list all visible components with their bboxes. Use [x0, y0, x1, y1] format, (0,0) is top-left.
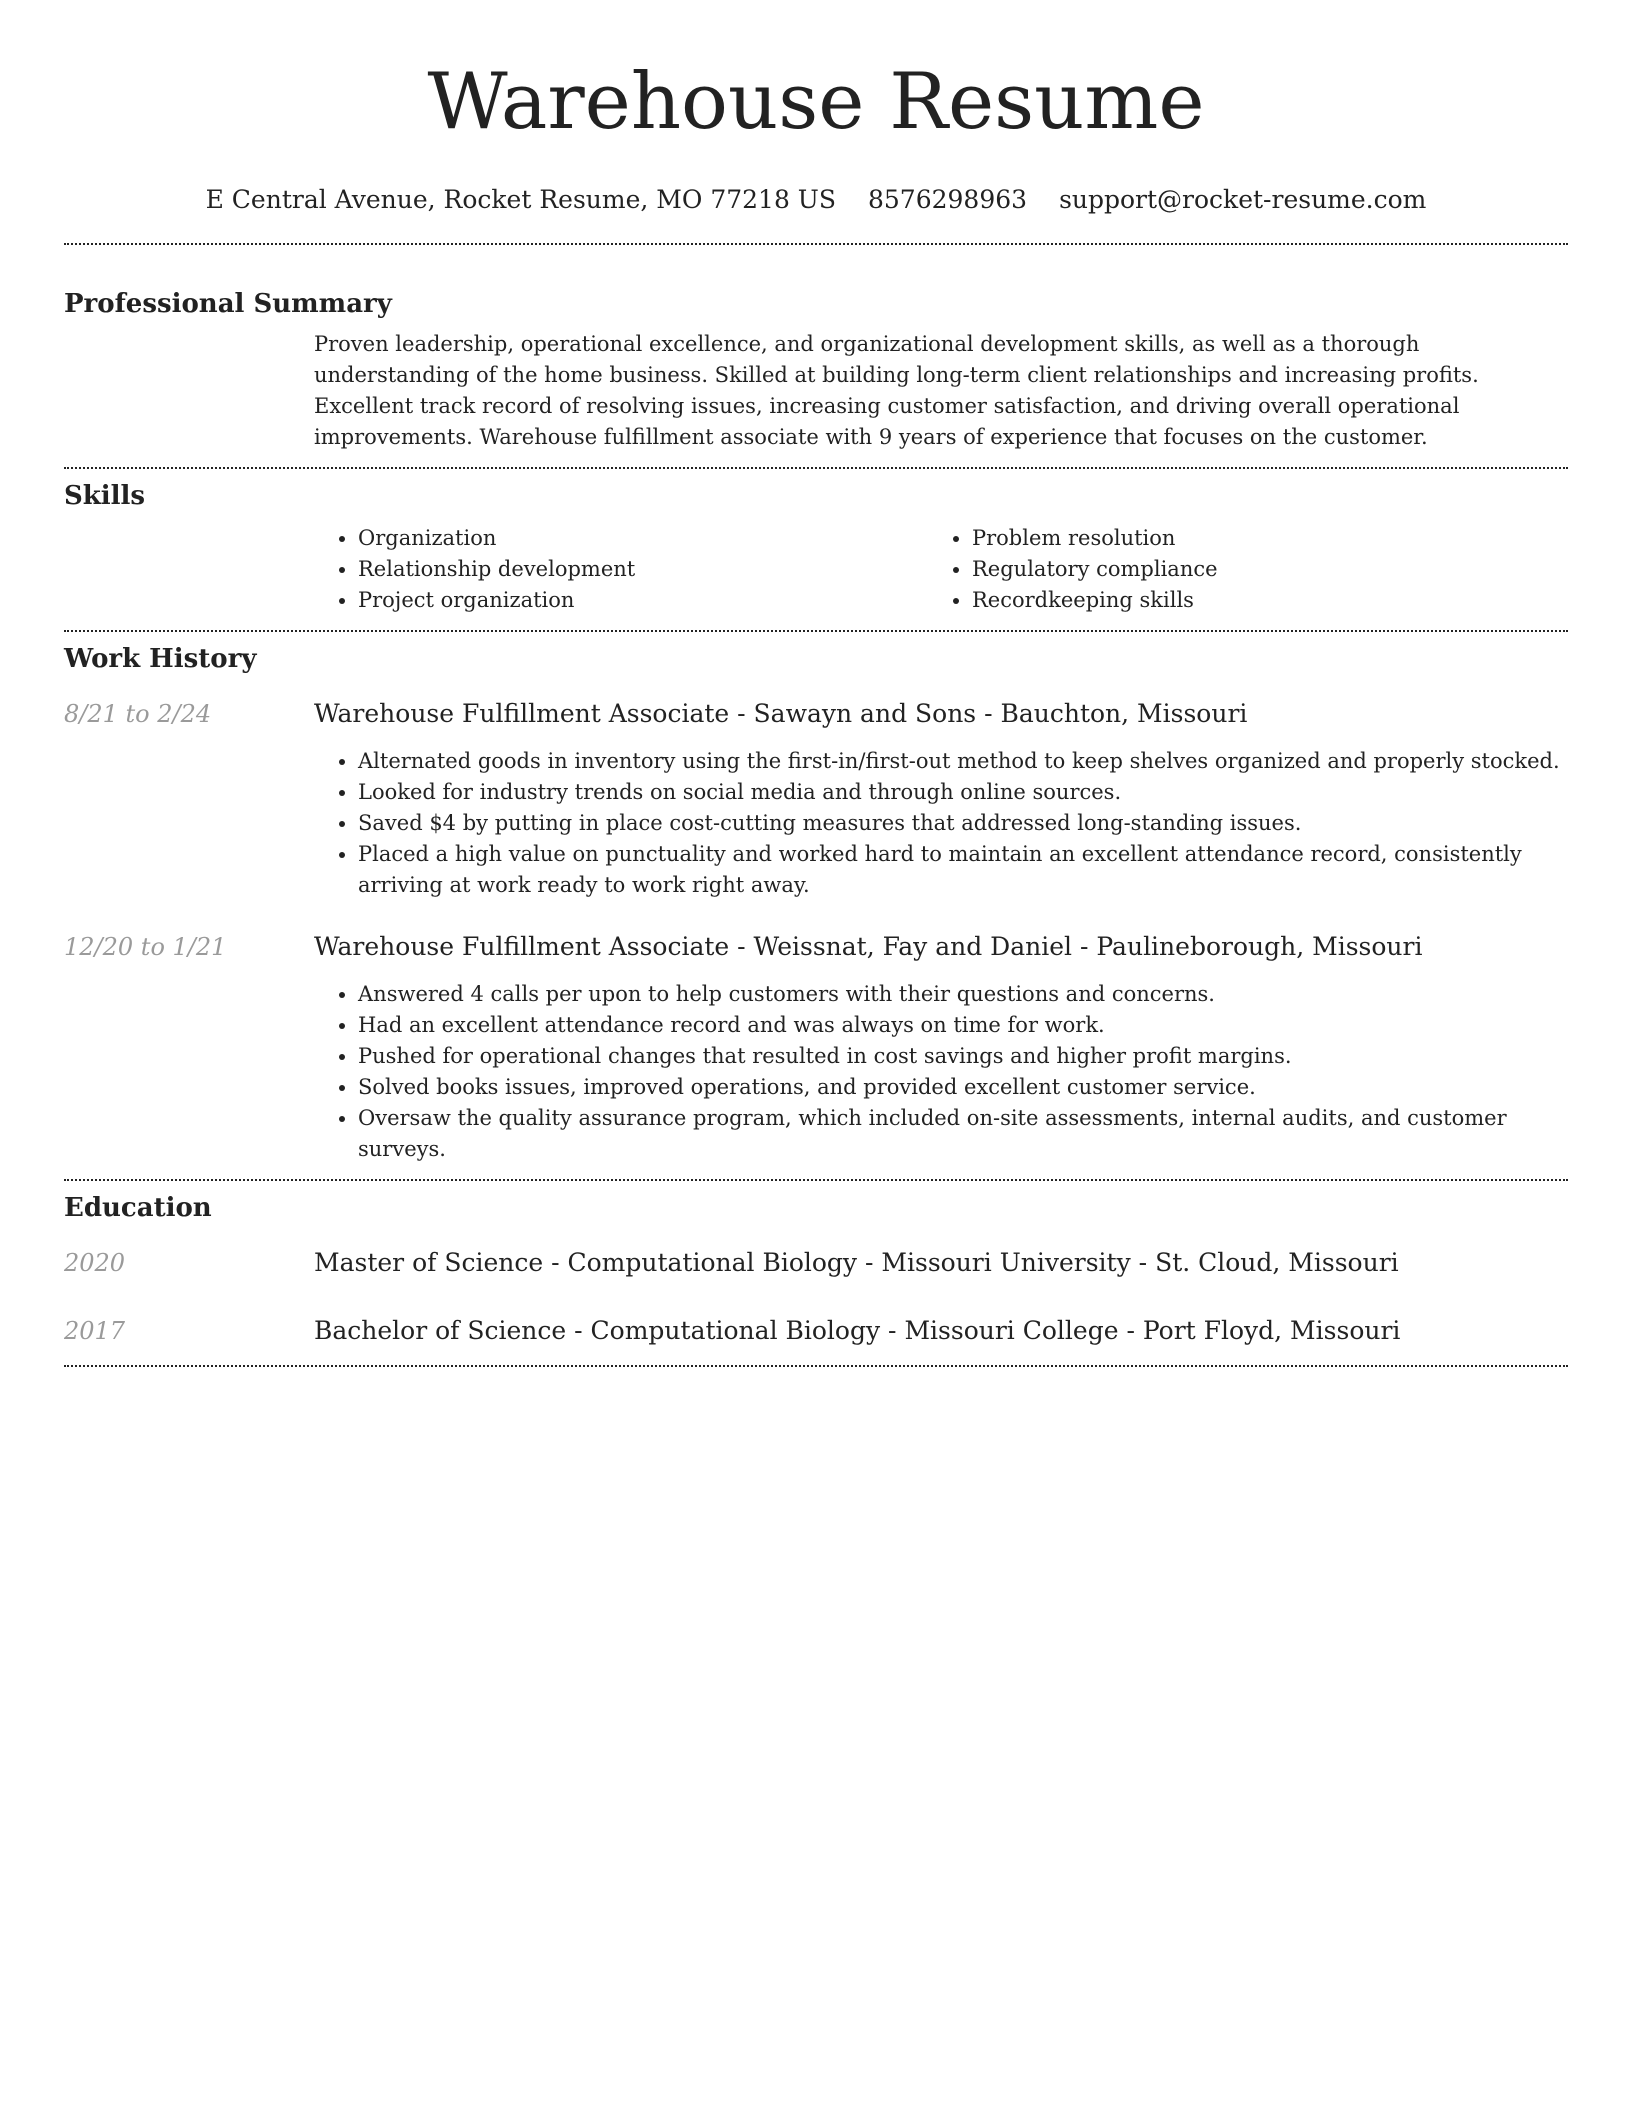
work-section — [64, 632, 1568, 1165]
skills-grid — [314, 523, 1568, 616]
job-heading: Warehouse Fulfillment Associate - Weissnat, Fay and Daniel - Paulineborough, Missouri — [314, 932, 1423, 961]
contact-line — [64, 184, 1568, 216]
job-bullet: • Placed a high value on punctuality and worked hard to maintain an excellent attendance record, consistently arriving at work ready to work right away. — [358, 839, 1568, 901]
job-dates: 8/21 to 2/24 — [64, 700, 212, 728]
job-bullet: • Solved books issues, improved operations, and provided excellent customer service. — [358, 1072, 1568, 1103]
education-section — [64, 1181, 1568, 1347]
job-entry — [64, 931, 1568, 1165]
job-bullet: • Oversaw the quality assurance program, which included on-site assessments, internal audits, and customer surveys. — [358, 1103, 1568, 1165]
skills-list-left — [314, 523, 928, 616]
job-entry — [64, 698, 1568, 901]
education-divider — [64, 1365, 1568, 1367]
contact-email: support@rocket-resume.com — [1059, 185, 1427, 214]
job-dates: 12/20 to 1/21 — [64, 933, 227, 961]
contact-address: E Central Avenue, Rocket Resume, MO 77218 US — [205, 185, 836, 214]
skill-item: • Regulatory compliance — [972, 554, 1542, 585]
skill-item: • Problem resolution — [972, 523, 1542, 554]
work-title: Work History — [64, 644, 257, 674]
job-bullet: • Looked for industry trends on social media and through online sources. — [358, 777, 1568, 808]
job-bullet: • Pushed for operational changes that resulted in cost savings and higher profit margins. — [358, 1041, 1568, 1072]
skills-list-right — [928, 523, 1542, 616]
job-bullet: • Had an excellent attendance record and was always on time for work. — [358, 1010, 1568, 1041]
skill-item: • Relationship development — [358, 554, 928, 585]
contact-phone: 8576298963 — [868, 185, 1028, 214]
skills-title: Skills — [64, 481, 146, 511]
education-entry — [64, 1315, 1568, 1347]
job-heading: Warehouse Fulfillment Associate - Sawayn and Sons - Bauchton, Missouri — [314, 699, 1248, 728]
job-bullet: • Alternated goods in inventory using the first-in/first-out method to keep shelves organized and properly stocked. — [358, 746, 1568, 777]
skill-item: • Organization — [358, 523, 928, 554]
job-bullet: • Answered 4 calls per upon to help customers with their questions and concerns. — [358, 979, 1568, 1010]
education-year: 2020 — [64, 1249, 126, 1277]
skill-item: • Project organization — [358, 585, 928, 616]
resume-name: Warehouse Resume — [427, 57, 1205, 147]
education-entry — [64, 1247, 1568, 1279]
resume-header — [64, 0, 1568, 216]
summary-text: Proven leadership, operational excellence, and organizational development skills, as well as a thorough understanding of the home business. Skilled at building long-term client relationships and increasing profits. Excellent track record of resolving issues, increasing customer satisfaction, and driving overall operational improvements. Warehouse fulfillment associate with 9 years of experience that focuses on the customer. — [314, 332, 1479, 449]
education-heading: Bachelor of Science - Computational Biology - Missouri College - Port Floyd, Missouri — [314, 1316, 1401, 1345]
education-heading: Master of Science - Computational Biology - Missouri University - St. Cloud, Missouri — [314, 1248, 1399, 1277]
education-year: 2017 — [64, 1317, 126, 1345]
skill-item: • Recordkeeping skills — [972, 585, 1542, 616]
job-bullets — [314, 746, 1568, 901]
summary-section — [64, 245, 1568, 453]
summary-title: Professional Summary — [64, 289, 392, 319]
skills-section — [64, 469, 1568, 616]
job-bullets — [314, 979, 1568, 1165]
job-bullet: • Saved $4 by putting in place cost-cutting measures that addressed long-standing issues. — [358, 808, 1568, 839]
education-title: Education — [64, 1193, 212, 1223]
